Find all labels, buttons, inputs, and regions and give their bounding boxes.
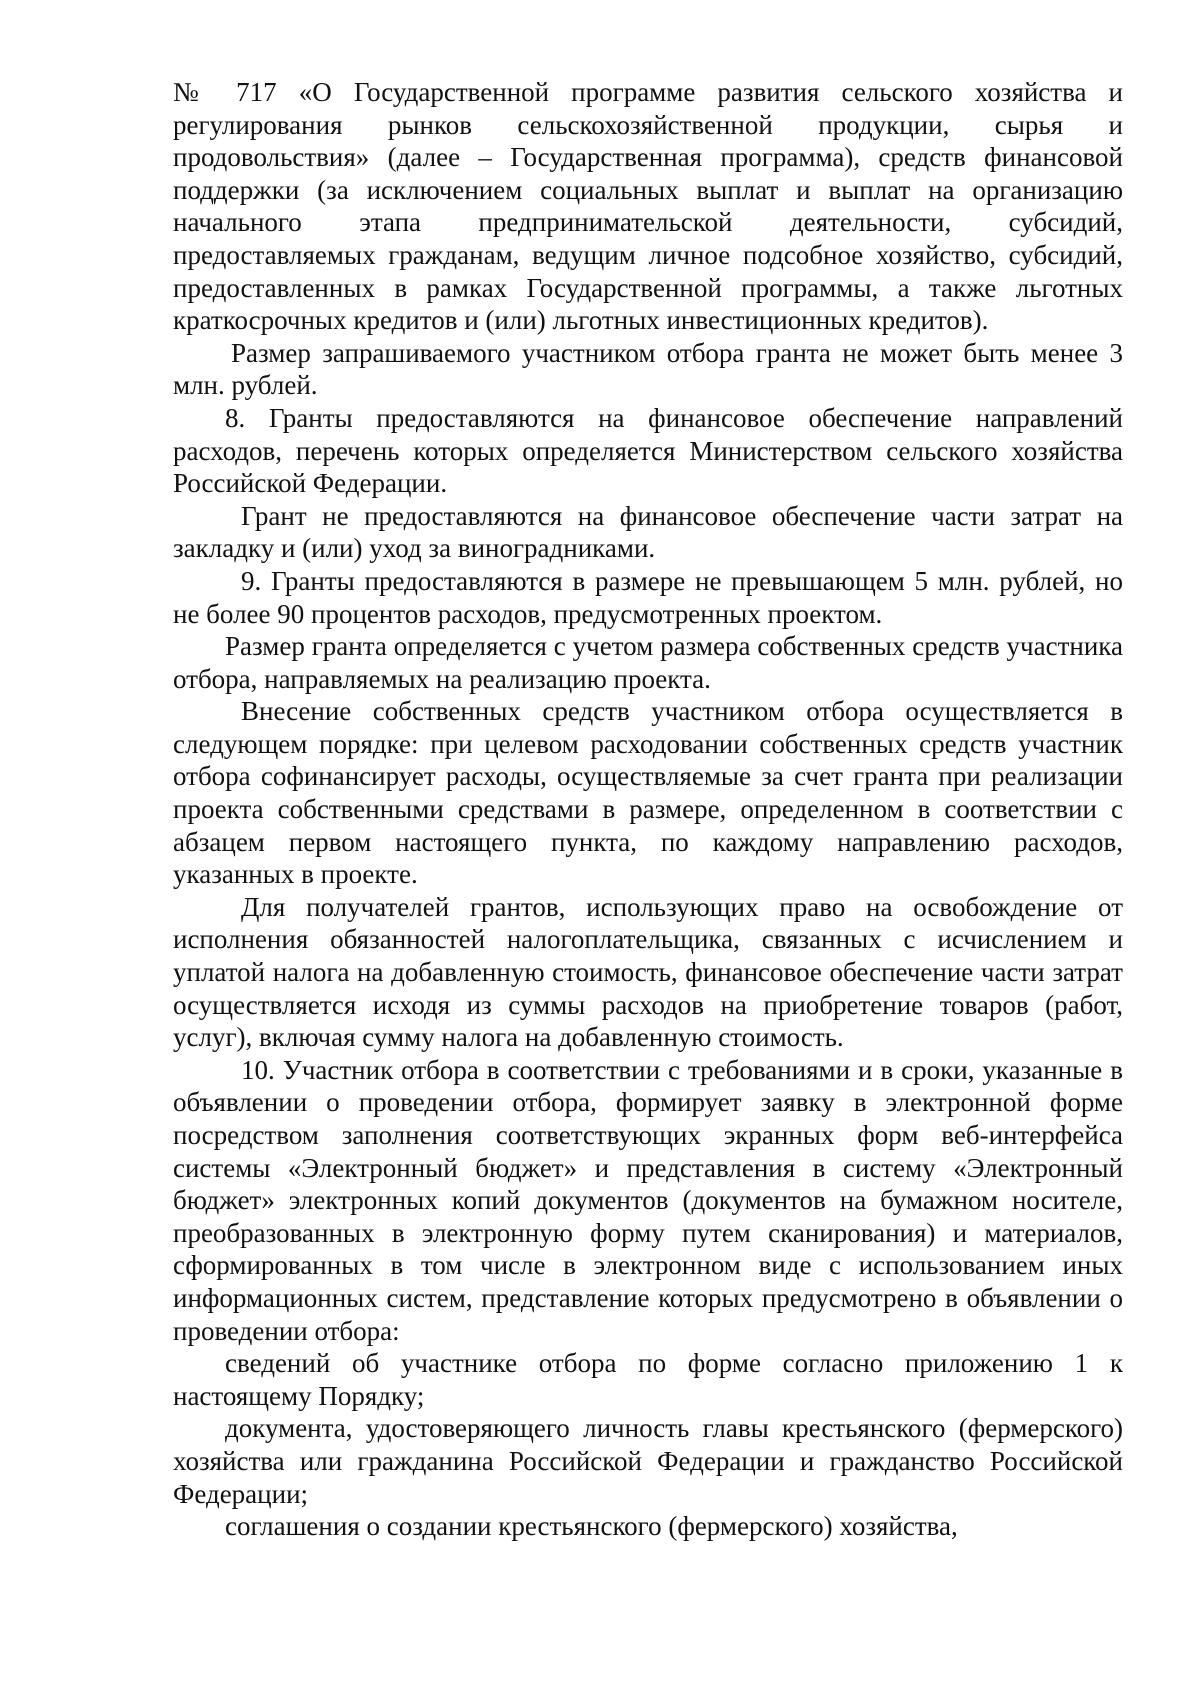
paragraph-7: Внесение собственных средств участником отбора осуществляется в следующем порядке: при целевом расходовании собственных средств участник отбора софинансирует расходы, осуществляемые за счет гранта при реализации проекта собственными средствами в размере, определенном в соответствии с абзацем первом настоящего пункта, по каждому направлению расходов, указанных в проекте. (173, 696, 1123, 890)
paragraph-5: 9. Гранты предоставляются в размере не превышающем 5 млн. рублей, но не более 90 процентов расходов, предусмотренных проектом. (173, 565, 1123, 629)
paragraph-1: № 717 «О Государственной программе развития сельского хозяйства и регулирования рынков сельскохозяйственной продукции, сырья и продовольствия» (далее – Государственная программа), средств финансовой поддержки (за исключением социальных выплат и выплат на организацию начального этапа предпринимательской деятельности, субсидий, предоставляемых гражданам, ведущим личное подсобное хозяйство, субсидий, предоставленных в рамках Государственной программы, а также льготных краткосрочных кредитов и (или) льготных инвестиционных кредитов). (173, 77, 1123, 336)
paragraph-6: Размер гранта определяется с учетом размера собственных средств участника отбора, направляемых на реализацию проекта. (173, 631, 1123, 694)
paragraph-2: Размер запрашиваемого участником отбора гранта не может быть менее 3 млн. рублей. (173, 337, 1123, 401)
paragraph-12: соглашения о создании крестьянского (фермерского) хозяйства, (225, 1511, 958, 1542)
paragraph-11: документа, удостоверяющего личность главы крестьянского (фермерского) хозяйства или гражданина Российской Федерации и гражданство Российской Федерации; (173, 1413, 1123, 1509)
paragraph-9: 10. Участник отбора в соответствии с требованиями и в сроки, указанные в объявлении о проведении отбора, формирует заявку в электронной форме посредством заполнения соответствующих экранных форм веб-интерфейса системы «Электронный бюджет» и представления в систему «Электронный бюджет» электронных копий документов (документов на бумажном носителе, преобразованных в электронную форму путем сканирования) и материалов, сформированных в том числе в электронном виде с использованием иных информационных систем, представление которых предусмотрено в объявлении о проведении отбора: (173, 1054, 1123, 1346)
document-page (173, 76, 1123, 1543)
paragraph-8: Для получателей грантов, использующих право на освобождение от исполнения обязанностей налогоплательщика, связанных с исчислением и уплатой налога на добавленную стоимость, финансовое обеспечение части затрат осуществляется исходя из суммы расходов на приобретение товаров (работ, услуг), включая сумму налога на добавленную стоимость. (173, 891, 1123, 1053)
paragraph-10: сведений об участнике отбора по форме согласно приложению 1 к настоящему Порядку; (173, 1348, 1123, 1411)
paragraph-3: 8. Гранты предоставляются на финансовое обеспечение направлений расходов, перечень которых определяется Министерством сельского хозяйства Российской Федерации. (173, 402, 1123, 499)
paragraph-4: Грант не предоставляются на финансовое обеспечение части затрат на закладку и (или) уход за виноградниками. (173, 500, 1123, 564)
